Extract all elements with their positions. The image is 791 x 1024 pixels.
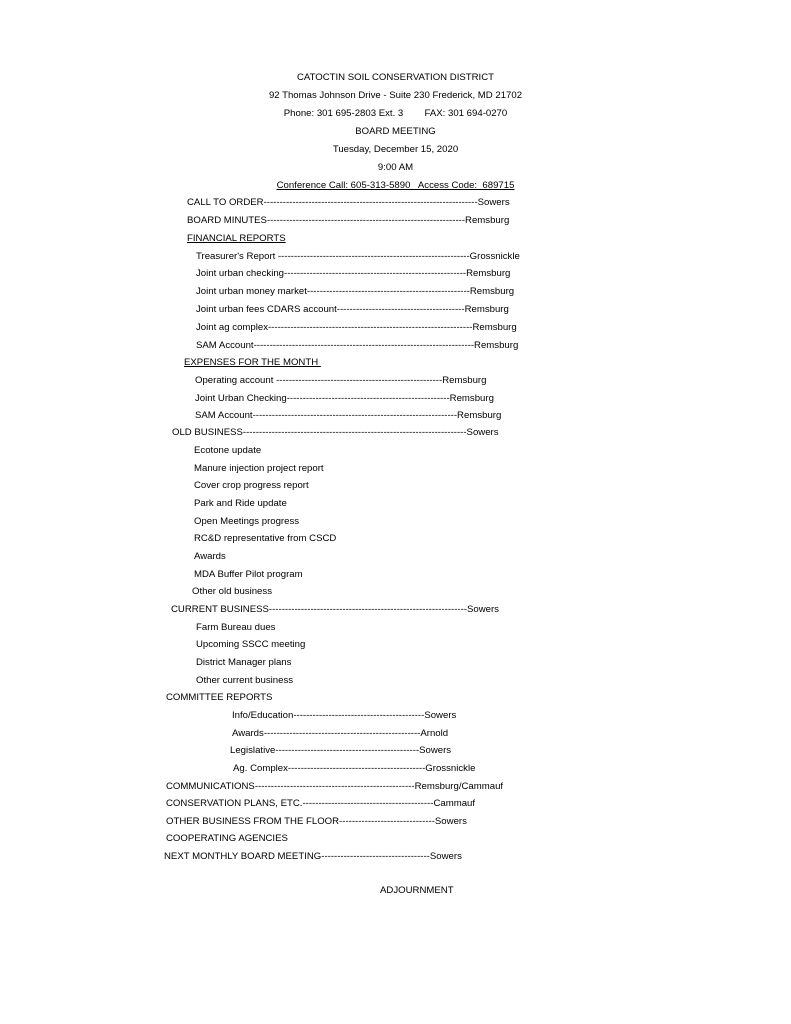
committee-item: Legislative---------------------------------------------Sowers: [230, 745, 452, 756]
org-name: CATOCTIN SOIL CONSERVATION DISTRICT: [296, 72, 495, 83]
board-minutes: BOARD MINUTES--------------------------------------------------------------Remsburg: [187, 215, 510, 226]
financial-reports-heading: FINANCIAL REPORTS: [187, 233, 286, 244]
other-business-floor: OTHER BUSINESS FROM THE FLOOR------------------------------Sowers: [166, 816, 467, 827]
committee-item: Ag. Complex-------------------------------------------Grossnickle: [233, 763, 476, 774]
old-business-item: RC&D representative from CSCD: [194, 533, 337, 544]
meeting-date: Tuesday, December 15, 2020: [332, 144, 459, 155]
old-business-item: Other old business: [192, 586, 272, 597]
operating-account: Operating account ----------------------------------------------------Remsburg: [195, 375, 487, 386]
treasurer-report: Treasurer's Report ------------------------------------------------------------Grossnickle: [196, 251, 520, 262]
old-business-item: Ecotone update: [194, 445, 262, 456]
joint-urban-checking-expense: Joint Urban Checking---------------------------------------------------Remsburg: [195, 393, 494, 404]
joint-urban-checking: Joint urban checking---------------------------------------------------------Remsburg: [196, 268, 511, 279]
address: 92 Thomas Johnson Drive - Suite 230 Frederick, MD 21702: [268, 90, 523, 101]
old-business-item: Open Meetings progress: [194, 516, 300, 527]
expenses-heading: EXPENSES FOR THE MONTH: [184, 357, 321, 368]
meeting-time: 9:00 AM: [377, 162, 414, 173]
current-business-item: District Manager plans: [196, 657, 292, 668]
adjournment: ADJOURNMENT: [380, 885, 454, 896]
cooperating-agencies: COOPERATING AGENCIES: [166, 833, 288, 844]
communications: COMMUNICATIONS--------------------------------------------------Remsburg/Cammauf: [166, 781, 504, 792]
old-business-item: Park and Ride update: [194, 498, 287, 509]
committee-item: Awards-------------------------------------------------Arnold: [232, 728, 449, 739]
old-business: OLD BUSINESS----------------------------------------------------------------------Sowers: [172, 427, 499, 438]
call-to-order: CALL TO ORDER-------------------------------------------------------------------Sowers: [187, 197, 510, 208]
sam-account-financial: SAM Account---------------------------------------------------------------------Remsburg: [196, 340, 519, 351]
current-business-item: Farm Bureau dues: [196, 622, 276, 633]
conference-call: Conference Call: 605-313-5890 Access Code: 689715: [276, 180, 515, 191]
meeting-title: BOARD MEETING: [355, 126, 436, 137]
phone-fax: Phone: 301 695-2803 Ext. 3 FAX: 301 694-0270: [283, 108, 508, 119]
current-business-item: Upcoming SSCC meeting: [196, 639, 306, 650]
old-business-item: Cover crop progress report: [194, 480, 309, 491]
joint-urban-money-market: Joint urban money market---------------------------------------------------Remsburg: [196, 286, 515, 297]
committee-item: Info/Education-----------------------------------------Sowers: [232, 710, 457, 721]
current-business-item: Other current business: [196, 675, 294, 686]
current-business: CURRENT BUSINESS--------------------------------------------------------------Sowers: [171, 604, 499, 615]
old-business-item: MDA Buffer Pilot program: [194, 569, 303, 580]
joint-urban-fees: Joint urban fees CDARS account----------------------------------------Remsburg: [196, 304, 509, 315]
committee-reports-heading: COMMITTEE REPORTS: [166, 692, 273, 703]
next-monthly-meeting: NEXT MONTHLY BOARD MEETING----------------------------------Sowers: [164, 851, 462, 862]
old-business-item: Awards: [194, 551, 226, 562]
joint-ag-complex: Joint ag complex----------------------------------------------------------------Remsburg: [196, 322, 517, 333]
sam-account-expense: SAM Account----------------------------------------------------------------Remsburg: [195, 410, 502, 421]
old-business-item: Manure injection project report: [194, 463, 324, 474]
conservation-plans: CONSERVATION PLANS, ETC.-----------------------------------------Cammauf: [166, 798, 476, 809]
